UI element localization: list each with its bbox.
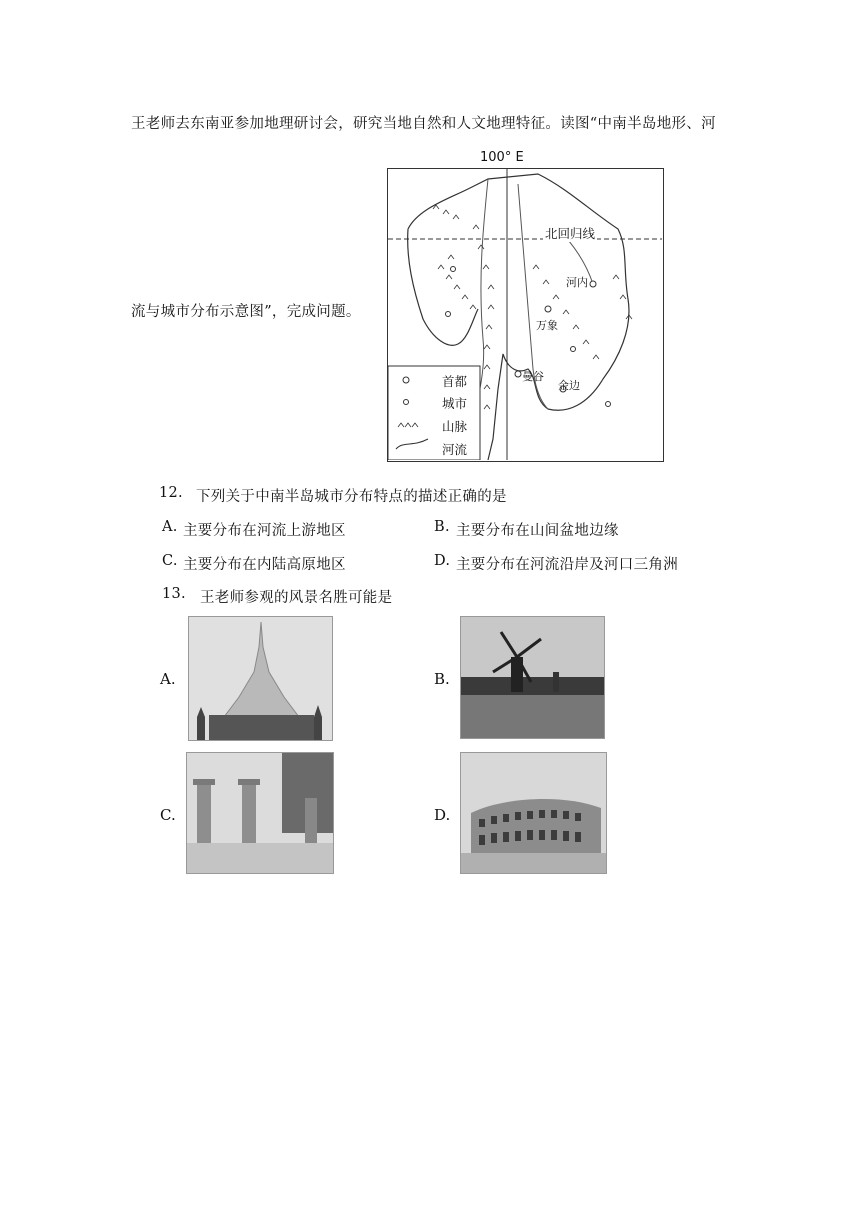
q13-stem: 王老师参观的风景名胜可能是 (200, 590, 393, 606)
q12-option-d-text: 主要分布在河流沿岸及河口三角洲 (456, 557, 678, 573)
legend-capital: 首都 (442, 374, 468, 389)
q12-option-a-letter: A. (162, 519, 178, 535)
city-label-hanoi: 河内 (566, 276, 588, 289)
indochina-map (387, 168, 664, 462)
q12-number: 12. (159, 485, 183, 501)
city-label-bangkok: 曼谷 (522, 370, 544, 383)
legend-mountain: 山脉 (442, 419, 468, 434)
q12-option-b-text: 主要分布在山间盆地边缘 (456, 523, 619, 539)
colosseum-photo (460, 752, 607, 874)
golden-pagoda-photo (188, 616, 333, 741)
q12-option-a-text: 主要分布在河流上游地区 (183, 523, 346, 539)
windmills-photo (460, 616, 605, 739)
map-graphic (388, 169, 662, 460)
q12-option-c-letter: C. (162, 553, 178, 569)
q12-stem: 下列关于中南半岛城市分布特点的描述正确的是 (196, 489, 507, 505)
q13-option-b-letter: B. (434, 670, 450, 688)
q13-option-a-letter: A. (160, 670, 176, 688)
longitude-label: 100° E (480, 150, 524, 165)
q12-option-c-text: 主要分布在内陆高原地区 (183, 557, 346, 573)
legend-city: 城市 (442, 396, 468, 411)
q13-number: 13. (162, 586, 186, 602)
q13-option-c-letter: C. (160, 806, 176, 824)
legend-river: 河流 (442, 442, 468, 457)
intro-line-2: 流与城市分布示意图”，完成问题。 (131, 304, 361, 320)
ancient-columns-photo (186, 752, 334, 874)
city-label-phnompenh: 金边 (558, 379, 580, 392)
q13-option-d-letter: D. (434, 806, 451, 824)
q12-option-b-letter: B. (434, 519, 450, 535)
tropic-label: 北回归线 (545, 226, 596, 241)
city-label-vientiane: 万象 (536, 319, 558, 332)
intro-line-1: 王老师去东南亚参加地理研讨会，研究当地自然和人文地理特征。读图“中南半岛地形、河 (131, 116, 716, 132)
q12-option-d-letter: D. (434, 553, 451, 569)
